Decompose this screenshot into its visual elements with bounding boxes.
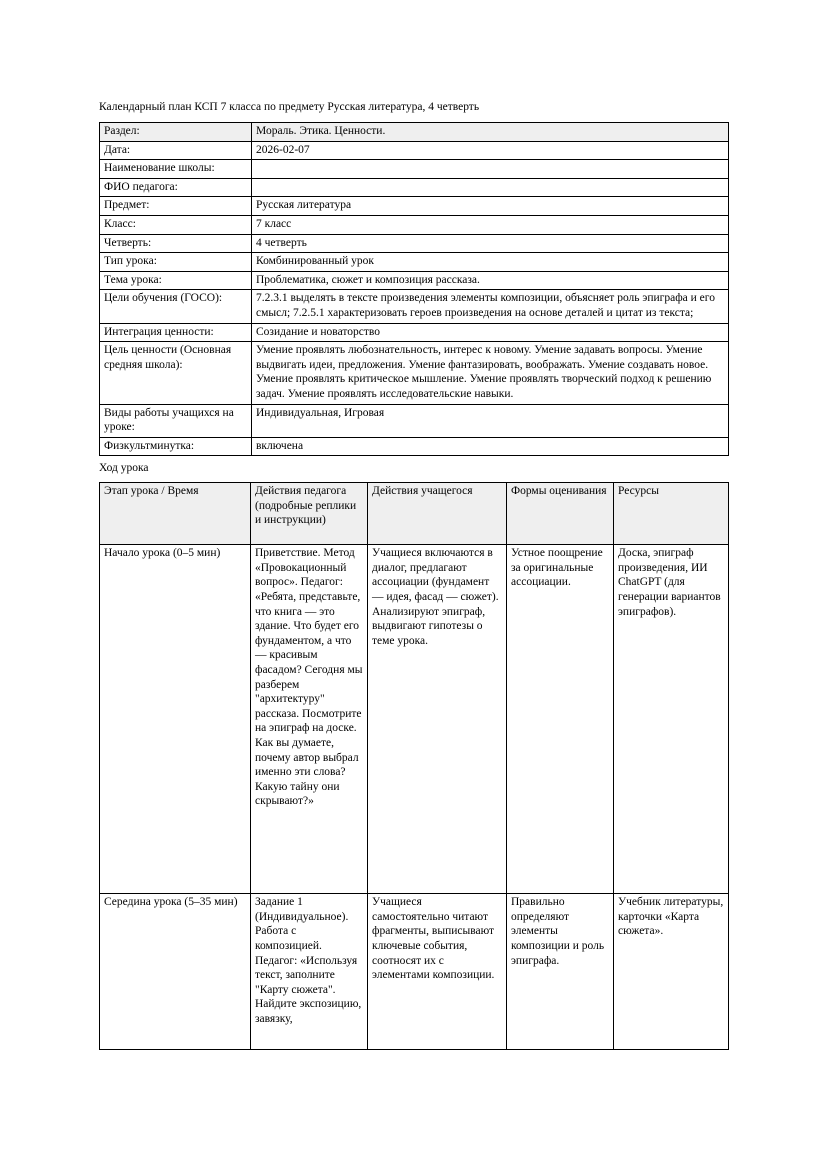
info-label: Физкультминутка: (100, 437, 252, 456)
column-header-assessment: Формы оценивания (507, 483, 614, 545)
column-header-stage: Этап урока / Время (100, 483, 251, 545)
info-label: Дата: (100, 141, 252, 160)
info-label: Цели обучения (ГОСО): (100, 290, 252, 323)
info-value: Умение проявлять любознательность, интерес к новому. Умение задавать вопросы. Умение выдвигать идеи, предложения. Умение фантазировать, воображать. Умение создавать новое. Умение проявлять критическое мышление. Умение проявлять творческий подход к решению задач. Умение проявлять исследовательские навыки. (252, 342, 729, 404)
info-label: Предмет: (100, 197, 252, 216)
cell-assessment: Правильно определяют элементы композиции и роль эпиграфа. (507, 894, 614, 1050)
info-value: Комбинированный урок (252, 253, 729, 272)
cell-teacher-actions: Приветствие. Метод «Провокационный вопрос». Педагог: «Ребята, представьте, что книга — это здание. Что будет его фундаментом, а что — красивым фасадом? Сегодня мы разберем "архитектуру" рассказа. Посмотрите на эпиграф на доске. Как вы думаете, почему автор выбрал именно эти слова? Какую тайну они скрывают?» (251, 545, 368, 894)
cell-student-actions: Учащиеся самостоятельно читают фрагменты, выписывают ключевые события, соотносят их с элементами композиции. (368, 894, 507, 1050)
info-label: Тема урока: (100, 271, 252, 290)
cell-assessment: Устное поощрение за оригинальные ассоциации. (507, 545, 614, 894)
info-value: Русская литература (252, 197, 729, 216)
table-row (100, 123, 729, 142)
info-label: Раздел: (100, 123, 252, 142)
table-row (100, 197, 729, 216)
cell-stage: Начало урока (0–5 мин) (100, 545, 251, 894)
info-value (252, 178, 729, 197)
table-row (100, 141, 729, 160)
table-header-row (100, 483, 729, 545)
page-title: Календарный план КСП 7 класса по предмету Русская литература, 4 четверть (99, 101, 480, 113)
info-label: Виды работы учащихся на уроке: (100, 404, 252, 437)
info-value: Созидание и новаторство (252, 323, 729, 342)
table-row (100, 342, 729, 404)
info-value (252, 160, 729, 179)
info-label: Наименование школы: (100, 160, 252, 179)
table-row (100, 404, 729, 437)
table-row (100, 290, 729, 323)
table-row (100, 545, 729, 894)
info-value: Проблематика, сюжет и композиция рассказа. (252, 271, 729, 290)
cell-stage: Середина урока (5–35 мин) (100, 894, 251, 1050)
info-label: Тип урока: (100, 253, 252, 272)
info-value: Индивидуальная, Игровая (252, 404, 729, 437)
table-row (100, 160, 729, 179)
table-row (100, 323, 729, 342)
info-label: Интеграция ценности: (100, 323, 252, 342)
document-content (99, 100, 728, 1050)
info-value: 4 четверть (252, 234, 729, 253)
cell-resources: Учебник литературы, карточки «Карта сюжета». (614, 894, 729, 1050)
info-label: Цель ценности (Основная средняя школа): (100, 342, 252, 404)
lesson-flow-table (99, 482, 729, 1050)
lesson-info-table (99, 122, 729, 456)
info-value: 2026-02-07 (252, 141, 729, 160)
cell-teacher-actions: Задание 1 (Индивидуальное). Работа с композицией. Педагог: «Используя текст, заполните "Карту сюжета". Найдите экспозицию, завязку, (251, 894, 368, 1050)
lesson-flow-caption: Ход урока (99, 462, 149, 475)
info-value: включена (252, 437, 729, 456)
info-label: ФИО педагога: (100, 178, 252, 197)
column-header-student-actions: Действия учащегося (368, 483, 507, 545)
table-row (100, 178, 729, 197)
table-row (100, 271, 729, 290)
info-label: Четверть: (100, 234, 252, 253)
info-value: Мораль. Этика. Ценности. (252, 123, 729, 142)
cell-resources: Доска, эпиграф произведения, ИИ ChatGPT (для генерации вариантов эпиграфов). (614, 545, 729, 894)
info-value: 7 класс (252, 215, 729, 234)
info-value: 7.2.3.1 выделять в тексте произведения элементы композиции, объясняет роль эпиграфа и его смысл; 7.2.5.1 характеризовать героев произведения на основе деталей и цитат из текста; (252, 290, 729, 323)
info-label: Класс: (100, 215, 252, 234)
table-row (100, 437, 729, 456)
table-row (100, 253, 729, 272)
column-header-resources: Ресурсы (614, 483, 729, 545)
column-header-teacher-actions: Действия педагога (подробные реплики и инструкции) (251, 483, 368, 545)
table-row (100, 215, 729, 234)
table-row (100, 234, 729, 253)
table-row (100, 894, 729, 1050)
cell-student-actions: Учащиеся включаются в диалог, предлагают ассоциации (фундамент — идея, фасад — сюжет). Анализируют эпиграф, выдвигают гипотезы о теме урока. (368, 545, 507, 894)
